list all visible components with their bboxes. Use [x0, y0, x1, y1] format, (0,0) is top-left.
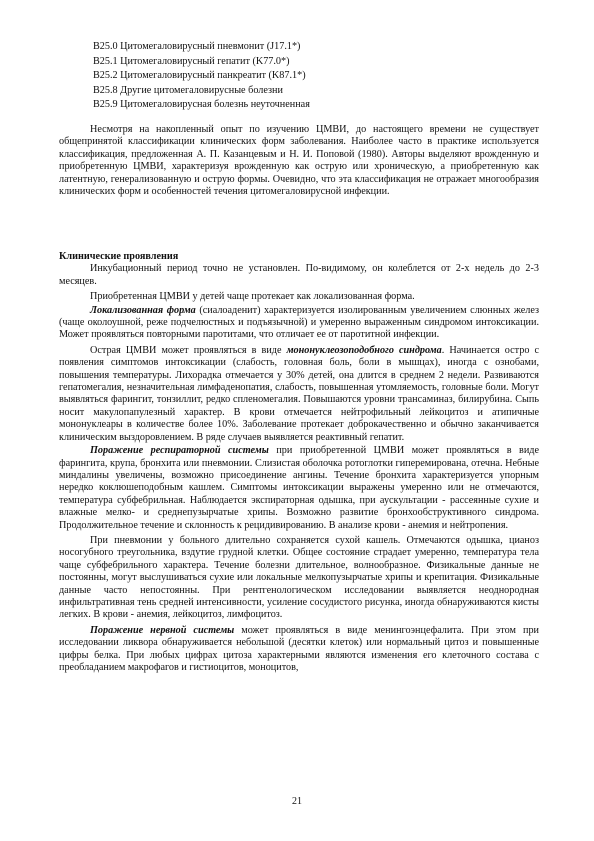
acute-text-rest: . Начинается остро с появления симптомов интоксикации (слабость, головная боль, боли в мышцах), иногда с ознобами, повышения температуры. Лихорадка отмечается у 30% детей, она длится в среднем 2 недели. Развиваются гепатомегалия, незначительная лимфаденопатия, слабость, повышенная утомляемость, головные боли. Могут выявляться фарингит, тонзиллит, редко спленомегалия. Повышаются уровни трансаминаз, билирубина. Сыпь носит макулопапулезный характер. В крови отмечается нейтрофильный лейкоцитоз и атипичные мононуклеары в количестве более 10%. Заболевание протекает доброкачественно и обычно заканчивается клиническим выздоровлением. В ряде случаев выявляется реактивный гепатит. [59, 344, 540, 443]
icd-code-line: B25.9 Цитомегаловирусная болезнь неуточненная [93, 99, 310, 111]
paragraph-respiratory [59, 445, 539, 532]
section-heading: Клинические проявления [59, 251, 179, 262]
icd-code-list [93, 40, 533, 113]
acute-text-start: Острая ЦМВИ может проявляться в виде [90, 344, 287, 356]
paragraph-acute [59, 345, 539, 444]
nervous-system-text: может проявляться в виде менингоэнцефалита. При этом при исследовании ликвора обнаруживается небольшой (десятки клеток) или нормальный цитоз и повышенные цифры белка. При любых цифрах цитоза характерными являются изменения его клеточного состава с преобладанием макрофагов и гистиоцитов, моноцитов, [59, 624, 539, 673]
paragraph-incubation: Инкубационный период точно не установлен. По-видимому, он колеблется от 2-х недель до 2-3 месяцев. [59, 263, 539, 287]
nervous-system-term: Поражение нервной системы [90, 624, 235, 636]
paragraph-pneumonia: При пневмонии у больного длительно сохраняется сухой кашель. Отмечаются одышка, цианоз носогубного треугольника, вздутие грудной клетки. Общее состояние страдает умеренно, температура тела чаще субфебрильного характера. Течение болезни длительное, волнообразное. Физикальные данные не постоянны, могут выслушиваться сухие или локальные мелкопузырчатые хрипы и крепитация. Физикальные данные часто непостоянны. При рентгенологическом исследовании выявляется неоднородная инфильтративная тень средней интенсивности, усиление сосудистого рисунка, иногда обнаруживаются кисты легких. В крови - анемия, лейкоцитоз, лимфоцитоз. [59, 534, 539, 621]
icd-code-line: B25.2 Цитомегаловирусный панкреатит (K87.1*) [93, 70, 306, 82]
icd-code-line: B25.8 Другие цитомегаловирусные болезни [93, 84, 283, 96]
localized-form-term: Локализованная форма [90, 304, 196, 316]
paragraph-localized [59, 305, 539, 342]
paragraph-nervous [59, 625, 539, 675]
clinical-section [59, 251, 539, 674]
intro-block [59, 124, 539, 198]
respiratory-text: при приобретенной ЦМВИ может проявляться в виде фарингита, крупа, бронхита или пневмонии. Слизистая оболочка ротоглотки гиперемирована, отечна. Небные миндалины увеличены, возможно присоединение ангины. Течение бронхита характеризуется упорным нередко коклюшеподобным кашлем. Симптомы интоксикации выражены умеренно или не отмечаются, температура субфебрильная. Наблюдается экспираторная одышка, при аускультации - рассеянные сухие и влажные мелко- и среднепузырчатые хрипы. Возможно развитие бронхообструктивного синдрома. Продолжительное течение и склонность к рецидивированию. В анализе крови - анемия и нейтропения. [59, 445, 540, 531]
icd-code-line: B25.1 Цитомегаловирусный гепатит (K77.0*) [93, 55, 290, 67]
icd-code-line: B25.0 Цитомегаловирусный пневмонит (J17.1*) [93, 41, 301, 52]
mononucleosis-term: мононуклеозоподобного синдрома [286, 344, 442, 356]
paragraph-acquired: Приобретенная ЦМВИ у детей чаще протекает как локализованная форма. [90, 291, 415, 303]
respiratory-term: Поражение респираторной системы [90, 445, 269, 457]
intro-paragraph: Несмотря на накопленный опыт по изучению ЦМВИ, до настоящего времени не существует общепринятой классификации клинических форм заболевания. Наиболее часто в практике используется классификация, предложенная А. П. Казанцевым и Н. И. Поповой (1980). Авторы выделяют врожденную и приобретенную ЦМВИ, характеризуя врожденную как острую или хроническую, а приобретенную как латентную, генерализованную и острую формы. Очевидно, что эта классификация не отражает многообразия клинических форм и особенностей течения цитомегаловирусной инфекции. [59, 124, 539, 198]
localized-form-text: (сиалоаденит) характеризуется изолированным увеличением слюнных желез (чаще околоушной, реже подчелюстных и подъязычной) и умеренно выраженным синдромом интоксикации. Может проявляться повторными паротитами, что отличает ее от паротитной инфекции. [59, 304, 539, 341]
page-number: 21 [292, 796, 302, 807]
